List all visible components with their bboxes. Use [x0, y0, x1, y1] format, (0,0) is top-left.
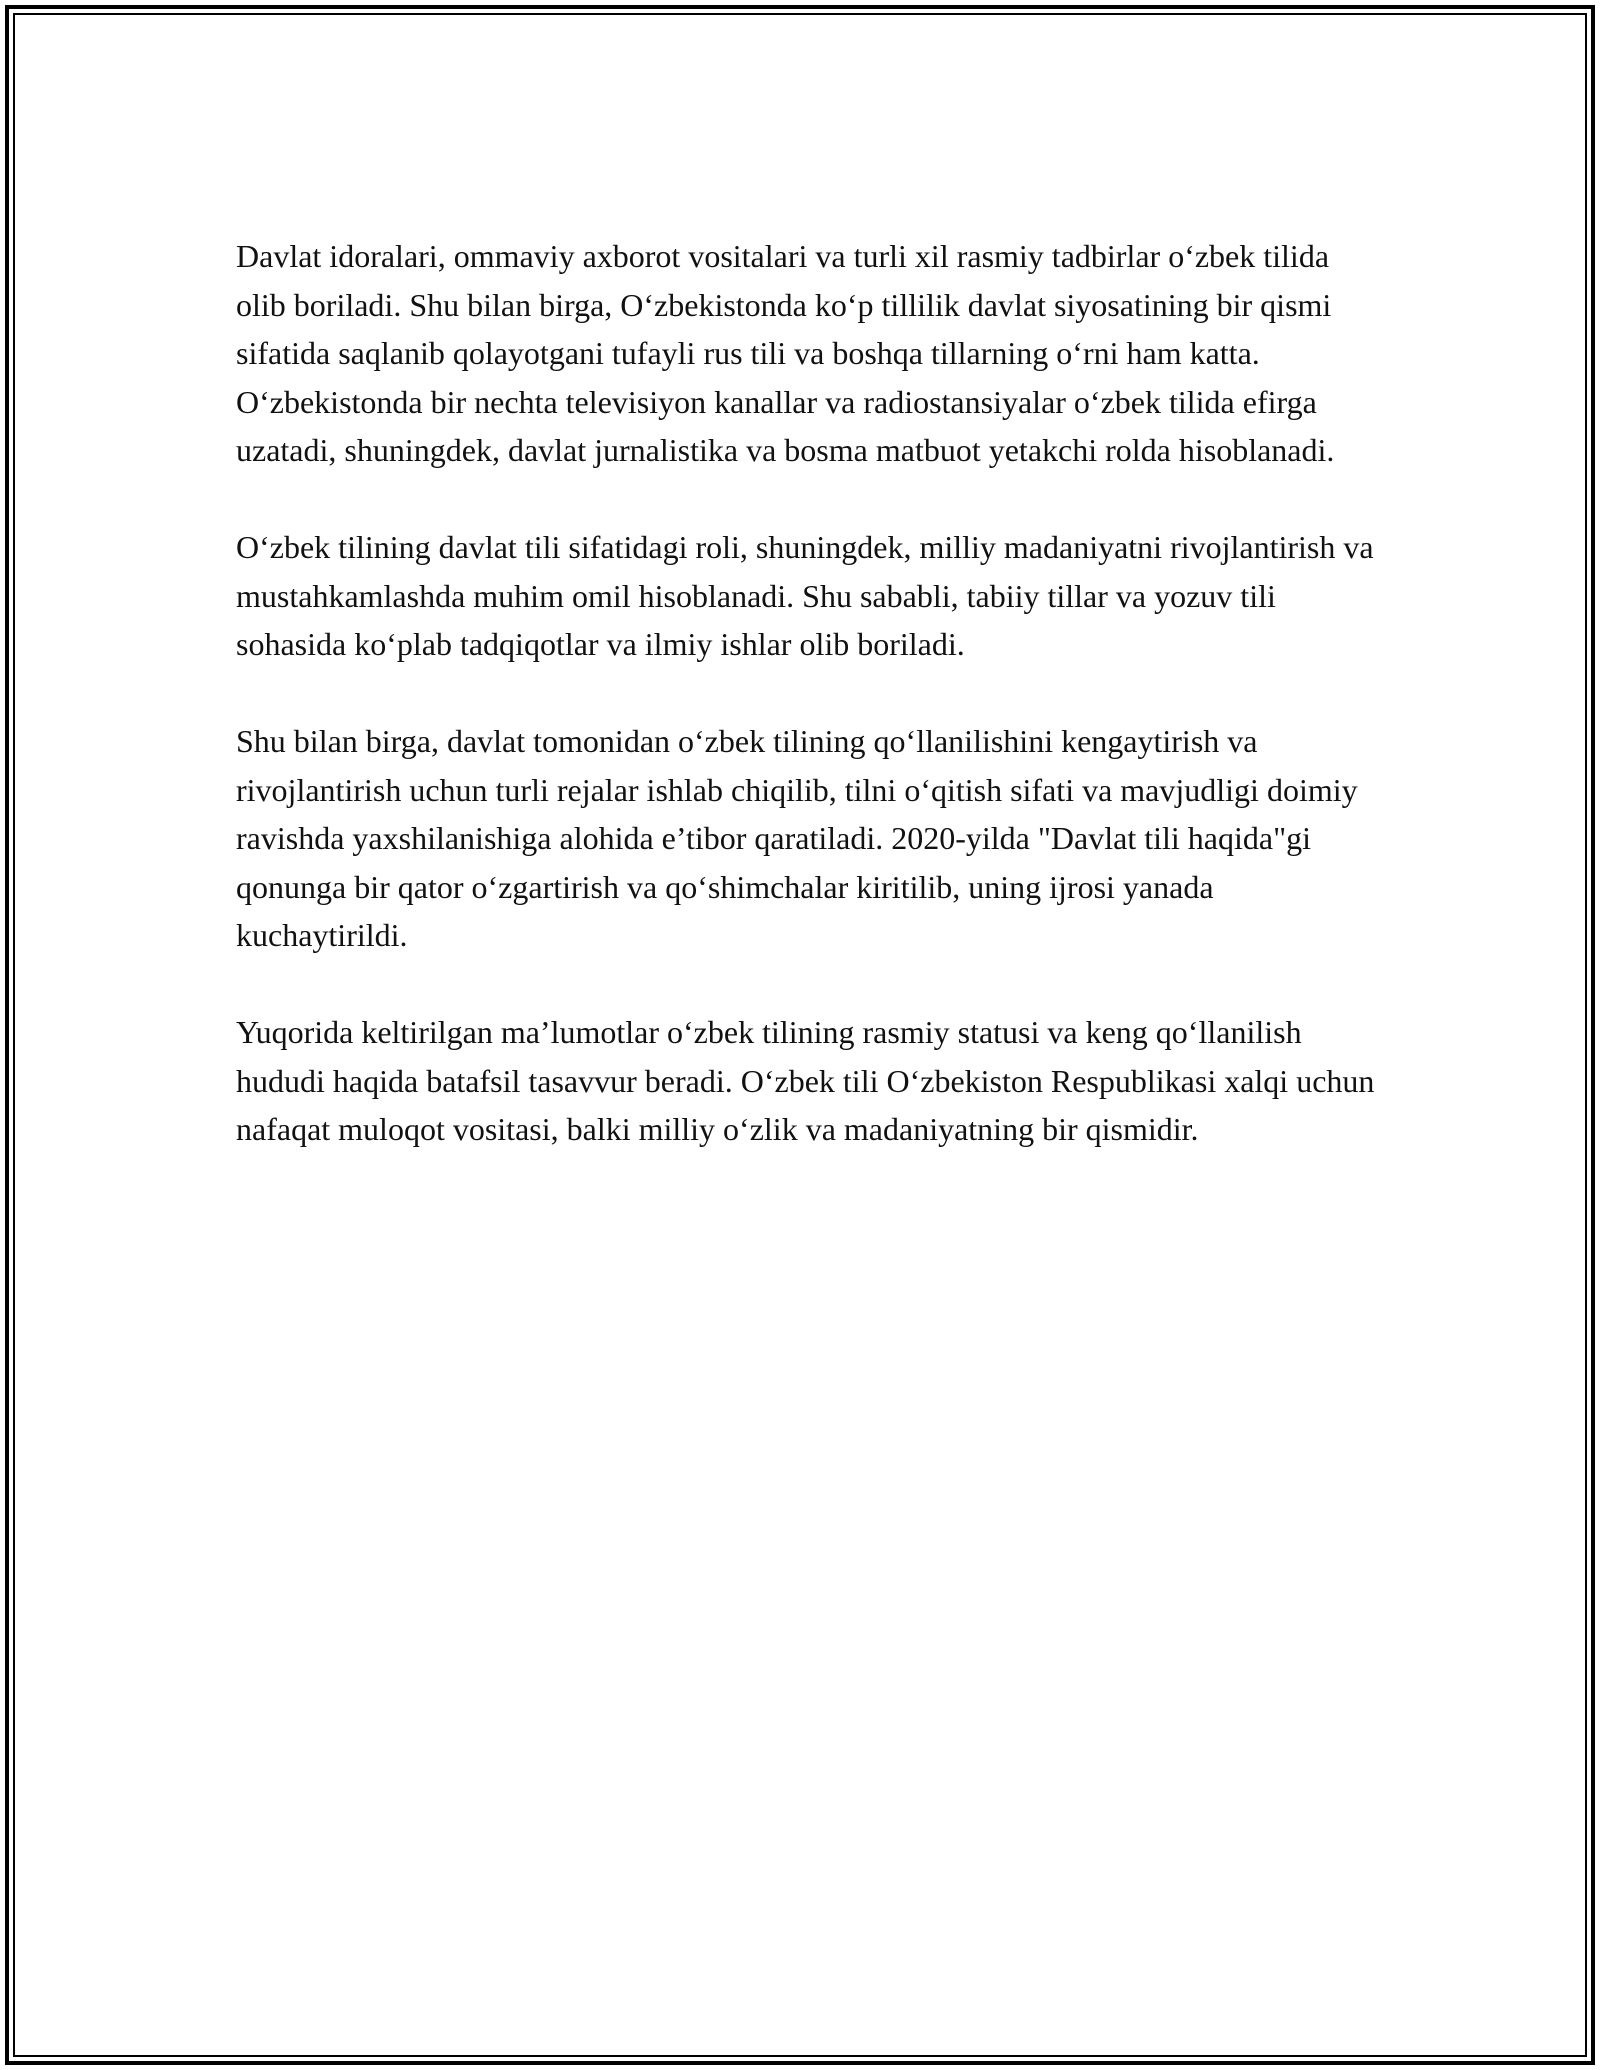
- paragraph-2: O‘zbek tilining davlat tili sifatidagi roli, shuningdek, milliy madaniyatni rivojlantirish va mustahkamlashda muhim omil hisoblanadi. Shu sababli, tabiiy tillar va yozuv tili sohasida ko‘plab tadqiqotlar va ilmiy ishlar olib boriladi.: [236, 529, 1374, 662]
- document-body: [236, 232, 1376, 1202]
- paragraph-4: Yuqorida keltirilgan ma’lumotlar o‘zbek tilining rasmiy statusi va keng qo‘llanilish hududi haqida batafsil tasavvur beradi. O‘zbek tili O‘zbekiston Respublikasi xalqi uchun nafaqat muloqot vositasi, balki milliy o‘zlik va madaniyatning bir qismidir.: [236, 1014, 1375, 1147]
- paragraph-1: Davlat idoralari, ommaviy axborot vositalari va turli xil rasmiy tadbirlar o‘zbek tilida olib boriladi. Shu bilan birga, O‘zbekistonda ko‘p tillilik davlat siyosatining bir qismi sifatida saqlanib qolayotgani tufayli rus tili va boshqa tillarning o‘rni ham katta. O‘zbekistonda bir nechta televisiyon kanallar va radiostansiyalar o‘zbek tilida efirga uzatadi, shuningdek, davlat jurnalistika va bosma matbuot yetakchi rolda hisoblanadi.: [236, 238, 1335, 468]
- paragraph-3: Shu bilan birga, davlat tomonidan o‘zbek tilining qo‘llanilishini kengaytirish va rivojlantirish uchun turli rejalar ishlab chiqilib, tilni o‘qitish sifati va mavjudligi doimiy ravishda yaxshilanishiga alohida e’tibor qaratiladi. 2020-yilda "Davlat tili haqida"gi qonunga bir qator o‘zgartirish va qo‘shimchalar kiritilib, uning ijrosi yanada kuchaytirildi.: [236, 723, 1358, 953]
